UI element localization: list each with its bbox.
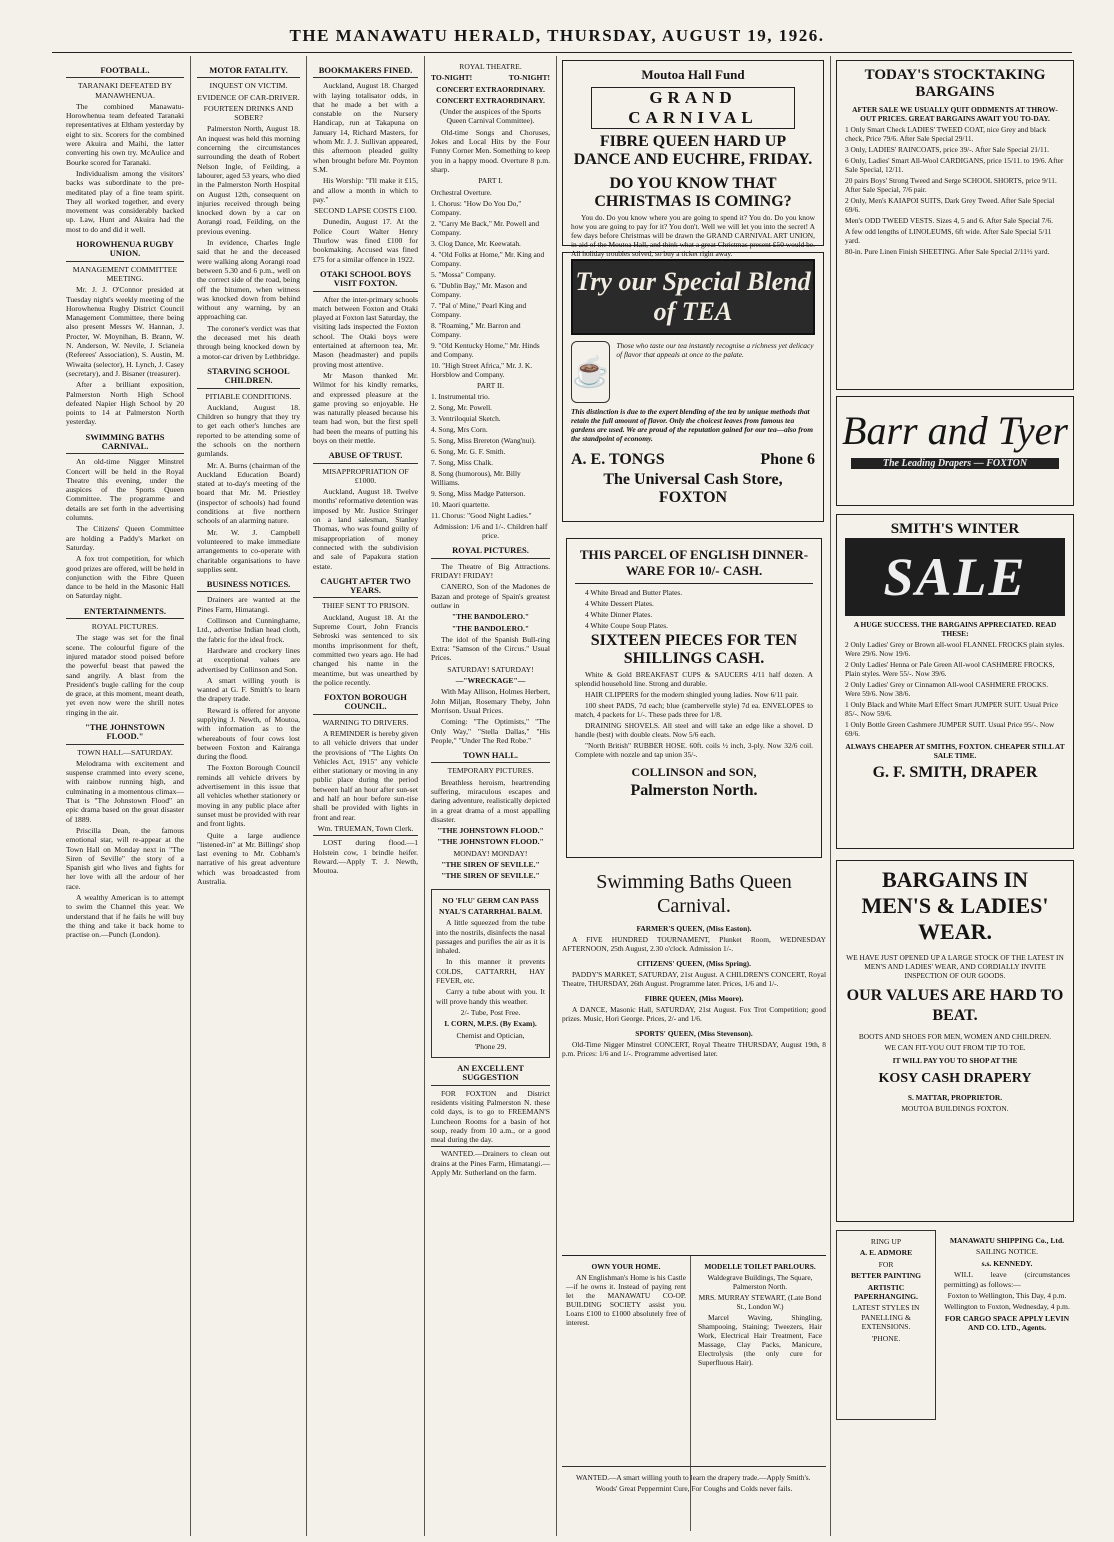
tongs-sub: The Universal Cash Store, FOXTON xyxy=(603,471,783,506)
ad-text: Breathless heroism, heartrending suffering, miraculous escapes and daring adventure, realistically depicted in a great drama of a most appalling disaster. xyxy=(431,777,550,824)
ad-text: CANERO, Son of the Madones de Bazan and protege of Spain's greatest outlaw in xyxy=(431,582,550,610)
smith-slogan: ALWAYS CHEAPER AT SMITHS, FOXTON. CHEAPER STILL AT SALE TIME. xyxy=(845,742,1065,760)
stocktaking-item: 1 Only Smart Check LADIES' TWEED COAT, nice Grey and black check, Price 79/6. After Sale Special 29/11. xyxy=(845,125,1047,143)
parcel-text: DRAINING SHOVELS. All steel and will take an edge like a shovel. D handle (best) with double cleats. Now 5/6 each. xyxy=(575,721,813,739)
collinson-name: COLLINSON and SON, xyxy=(631,765,757,779)
shipping-heading: MANAWATU SHIPPING Co., Ltd. xyxy=(949,1236,1065,1245)
article-text: Palmerston North, August 18. An inquest was held this morning concerning the circumstances surrounding the death of Robert Nelson Ingle, of Feilding, a labourer, aged 53 years, who died in the Palmerston North Hospital on August 12th, consequent on injuries received through being knocked down by a car on Aorangi road, Feilding, on the previous evening. xyxy=(197,124,300,236)
article-text: Auckland, August 18. At the Supreme Court, John Francis Sebroski was sentenced to six months imprisonment for theft, committed two years ago. He had changed his name in the meantime, but was unearthed by the police recently. xyxy=(313,612,418,687)
article-text: A REMINDER is hereby given to all vehicle drivers that under the provisions of "The Lights On Vehicles Act, 1915" any vehicle either stationary or moving in any public place during the period between half an hour after sun-set and half an hour before sun-rise shall be provided with lights in front and rear. xyxy=(313,729,418,822)
wanted-notice: WANTED.—Drainers to clean out drains at the Pines Farm, Himatangi.—Apply Mr. Sutherland on the farm. xyxy=(431,1146,550,1177)
programme-item: 9. "Old Kentucky Home," Mr. Hinds and Company. xyxy=(431,340,540,359)
admore-text: LATEST STYLES IN PANELLING & EXTENSIONS. xyxy=(852,1303,920,1332)
admore-text: BETTER PAINTING xyxy=(850,1271,922,1281)
shipping-text: Foxton to Wellington, This Day, 4 p.m. xyxy=(947,1291,1067,1301)
article-text: An old-time Nigger Minstrel Concert will be held in the Royal Theatre this evening, under the auspices of the Sports Queen Committee. The programme and details are set forth in the advertising columns. xyxy=(66,457,184,523)
chemist-title: Chemist and Optician, xyxy=(456,1030,525,1040)
article-text: The combined Manawatu-Horowhenua team defeated Taranaki representatives at Eltham yesterday by eight to six. Scorers for the combined were Akuira and Maihi, the latter converting his own try. McAulice and Bourke scored for Taranaki. xyxy=(66,101,184,167)
article-text: The Citizens' Queen Committee are holding a Paddy's Market on Saturday. xyxy=(66,524,184,552)
caught-heading: CAUGHT AFTER TWO YEARS. xyxy=(313,577,418,599)
tongs-phone: Phone 6 xyxy=(760,451,815,468)
admore-text: RING UP xyxy=(870,1237,902,1246)
stocktaking-item: 6 Only, Ladies' Smart All-Wool CARDIGANS, price 15/11. to 19/6. After Sale Special, 12/11. xyxy=(845,156,1064,174)
kosy-proprietor: S. MATTAR, PROPRIETOR. xyxy=(907,1093,1003,1102)
parcel-heading: THIS PARCEL OF ENGLISH DINNER-WARE FOR 10/- CASH. xyxy=(575,547,813,584)
barr-tyer-ad xyxy=(836,396,1074,506)
article-text: A fox trot competition, for which good prizes are offered, will be held in conjunction with the Fibre Queen dance to be held in the Masonic Hall on Saturday night. xyxy=(66,554,184,601)
programme-item: 1. Instrumental trio. xyxy=(431,391,490,401)
stocktaking-item: 20 pairs Boys' Strong Tweed and Serge SCHOOL SHORTS, price 9/11. After Sale Special, 7/6 pair. xyxy=(845,176,1057,194)
article-text: Quite a large audience "listened-in" at Mr. Billings' shop last evening to Mr. Cobham's narrative of his great adventure which was broadcasted from Australia. xyxy=(197,830,300,887)
wanted-notice: WANTED.—A smart willing youth to learn the drapery trade.—Apply Smith's. xyxy=(576,1473,811,1482)
article-text: The coroner's verdict was that the deceased met his death through being knocked down by a motor-car driven by Lethbridge. xyxy=(197,323,300,361)
shipping-text: WILL leave (circumstances permitting) as follows:— xyxy=(944,1270,1070,1289)
programme-item: 6. Song, Mr. G. F. Smith. xyxy=(431,446,506,456)
queen-text: A FIVE HUNDRED TOURNAMENT, Plunket Room, WEDNESDAY AFTERNOON, 25th August, 2.30 o'clock. Admission 1/-. xyxy=(562,935,826,953)
bookmakers-heading: BOOKMAKERS FINED. xyxy=(313,66,418,78)
stocktaking-ad xyxy=(836,60,1074,390)
queen-heading: FIBRE QUEEN, (Miss Moore). xyxy=(644,994,744,1003)
council-heading: FOXTON BOROUGH COUNCIL. xyxy=(313,693,418,715)
town-hall-heading: TOWN HALL. xyxy=(431,751,550,763)
article-text: Mr. W. J. Campbell volunteered to make immediate arrangements to co-operate with charitable organisations to have supplies sent. xyxy=(197,527,300,574)
smith-item: 2 Only Ladies' Grey or Brown all-wool FLANNEL FROCKS plain styles. Were 29/6. Now 19/6. xyxy=(845,640,1065,658)
fibre-line: FIBRE QUEEN HARD UP DANCE AND EUCHRE, FRIDAY. xyxy=(573,133,813,168)
christmas-heading: DO YOU KNOW THAT CHRISTMAS IS COMING? xyxy=(594,175,792,210)
article-text: Auckland, August 18. Charged with laying totalisator odds, in that he made a bet with a constable on the Nursery Handicap, run at Takapuna on January 14, Richard Masters, for whom Mr. J. J. Sullivan appeared, this afternoon pleaded guilty when brought before Mr. Poynton S.M. xyxy=(313,81,418,174)
moutoa-title: Moutoa Hall Fund xyxy=(641,67,745,82)
film-title: "THE JOHNSTOWN FLOOD." xyxy=(437,837,544,847)
film-title: "THE JOHNSTOWN FLOOD." xyxy=(437,826,544,836)
ad-text: MONDAY! MONDAY! xyxy=(453,848,528,858)
tea-body xyxy=(571,341,815,403)
nyal-price: 2/- Tube, Post Free. xyxy=(460,1007,521,1017)
column-3 xyxy=(307,60,424,1530)
queen-text: PADDY'S MARKET, SATURDAY, 21st August. A CHILDREN'S CONCERT, Royal Theatre, THURSDAY, 26th August. Programme later. Prices, 1/6 and 1/-. xyxy=(562,970,826,988)
smith-item: 1 Only Bottle Green Cashmere JUMPER SUIT. Usual Price 95/-. Now 69/6. xyxy=(845,720,1055,738)
parcel-item: 4 White Coupe Soup Plates. xyxy=(585,621,669,630)
column-1 xyxy=(60,60,190,1530)
article-text: Dunedin, August 17. At the Police Court Walter Henry Thurlow was fined £100 for bookmaking. Accused was fined £75 for a similar offence in 1922. xyxy=(313,217,418,264)
nyal-ad xyxy=(431,889,550,1058)
article-text: Individualism among the visitors' backs was subordinate to the pre-meditated play of a fine team spirit. They all worked together, and every movement was considerably backed up. Law, Hunt and Akuira had the most to do and did it well. xyxy=(66,168,184,234)
article-text: Reward is offered for anyone supplying J. Newth, of Moutoa, with information as to the whereabouts of four cows lost between Foxton and Kairanga during the flood. xyxy=(197,705,300,762)
programme-item: 2. Song, Mr. Powell. xyxy=(431,402,492,412)
own-home-heading: OWN YOUR HOME. xyxy=(591,1262,661,1271)
queen-heading: FARMER'S QUEEN, (Miss Easton). xyxy=(636,924,752,933)
business-heading: BUSINESS NOTICES. xyxy=(197,580,300,592)
bottom-right-ads xyxy=(836,1230,1074,1530)
programme-item: Orchestral Overture. xyxy=(431,187,492,197)
lost-notice: LOST during flood.—1 Holstein cow, 1 brindle heifer. Reward.—Apply T. J. Newth, Moutoa. xyxy=(313,835,418,875)
stocktaking-item: 2 Only, Men's KAIAPOI SUITS, Dark Grey Tweed. After Sale Special 69/6. xyxy=(845,196,1055,214)
small-notices xyxy=(562,1466,826,1499)
chemist-name: I. CORN, M.P.S. (By Exam). xyxy=(444,1019,537,1029)
swim-carnival-ad xyxy=(562,870,826,1250)
programme-item: 6. "Dublin Bay," Mr. Mason and Company. xyxy=(431,280,527,299)
programme-item: 7. Song, Miss Chalk. xyxy=(431,457,494,467)
admore-name: A. E. ADMORE xyxy=(859,1248,913,1258)
film-title: "THE SIREN OF SEVILLE." xyxy=(441,871,540,881)
article-text: Collinson and Cunninghame, Ltd., advertise Indian head cloth, the fabric for the ideal frock. xyxy=(197,616,300,644)
parcel-text: White & Gold BREAKFAST CUPS & SAUCERS 4/11 half dozen. A splendid household line. Strong and durable. xyxy=(575,670,813,688)
ad-text: A little squeezed from the tube into the nostrils, disinfects the nasal passages and purifies the air as it is inhaled. xyxy=(436,918,545,956)
article-text: Auckland, August 18. Twelve months' reformative detention was imposed by Mr. Justice Stringer on a land salesman, Stanley Thomas, who was found guilty of misappropriation of money connected with the subdivision and sale of Papakura station estate. xyxy=(313,487,418,571)
parcel-text: 100 sheet PADS, 7d each; blue (cambervelle style) 7d ea. ENVELOPES to match, 4 packets for 1/-. These pads three for 1/8. xyxy=(575,701,813,719)
stocktaking-list xyxy=(845,125,1065,256)
column-4 xyxy=(425,60,556,1530)
programme-item: 3. Ventriloquial Sketch. xyxy=(431,413,501,423)
article-text: Mr. A. Burns (chairman of the Auckland Education Board) stated at to-day's meeting of the board that Mr. M. Priestley (inspector of schools) had found conditions at five northern schools of an alarming nature. xyxy=(197,460,300,526)
smith-heading: SMITH'S WINTER xyxy=(890,521,1020,537)
film-title: "THE BANDOLERO." xyxy=(451,612,530,622)
suggestion-heading: AN EXCELLENT SUGGESTION xyxy=(431,1064,550,1086)
programme-item: 8. "Roaming," Mr. Barron and Company. xyxy=(431,320,521,339)
programme-item: 2. "Carry Me Back," Mr. Powell and Company. xyxy=(431,218,540,237)
stocktaking-item: A few odd lengths of LINOLEUMS, 6ft wide. After Sale Special 5/11 yard. xyxy=(845,227,1052,245)
fatality-subhead: INQUEST ON VICTIM. xyxy=(209,81,288,91)
programme-item: 10. "High Street Africa," Mr. J. K. Horsblow and Company. xyxy=(431,360,533,379)
programme-item: 5. "Mossa" Company. xyxy=(431,269,496,279)
tea-text-1: Those who taste our tea instantly recognise a richness yet delicacy of flavor that appeals at once to the palate. xyxy=(616,341,814,359)
ad-text: In this manner it prevents COLDS, CATTARRH, HAY FEVER, etc. xyxy=(436,957,545,986)
kosy-name: KOSY CASH DRAPERY xyxy=(878,1071,1032,1086)
ad-text: The Theatre of Big Attractions. FRIDAY! FRIDAY! xyxy=(431,561,550,581)
collinson-ad xyxy=(566,538,822,858)
column-rule xyxy=(830,56,831,1536)
concert-note: (Under the auspices of the Sports Queen Carnival Committee). xyxy=(439,107,541,126)
barr-logo: Barr and Tyer xyxy=(842,408,1068,453)
article-text: After the inter-primary schools match between Foxton and Otaki played at Foxton last Saturday, the visiting lads inspected the Foxton school. The Otaki boys were entertained at afternoon tea, Mr. Mason (headmaster) and pupils proving most attentive. xyxy=(313,294,418,369)
lapse-subhead: SECOND LAPSE COSTS £100. xyxy=(314,206,417,216)
otaki-heading: OTAKI SCHOOL BOYS VISIT FOXTON. xyxy=(313,270,418,292)
programme-item: 9. Song, Miss Madge Patterson. xyxy=(431,488,526,498)
masthead-rule xyxy=(52,52,1072,53)
kosy-text: WE CAN FIT-YOU OUT FROM TIP TO TOE. xyxy=(884,1043,1026,1052)
royal-theatre-label: ROYAL THEATRE. xyxy=(459,62,522,71)
programme-part-2 xyxy=(431,392,550,520)
queen-heading: CITIZENS' QUEEN, (Miss Spring). xyxy=(637,959,751,968)
masthead: THE MANAWATU HERALD, THURSDAY, AUGUST 19, 1926. xyxy=(289,26,825,45)
film-title: "THE BANDOLERO." xyxy=(451,623,530,633)
own-home-text: AN Englishman's Home is his Castle—if he owns it. Instead of paying rent let the MANAWATU CO-OP. BUILDING SOCIETY assist you. Loans £100 to £1000 absolutely free of interest. xyxy=(566,1273,686,1327)
bottom-ads xyxy=(562,1255,826,1531)
programme-item: 8. Song (humorous), Mr. Billy Williams. xyxy=(431,468,521,487)
town-hall-subhead: TEMPORARY PICTURES. xyxy=(447,766,534,776)
modelle-ad xyxy=(694,1256,826,1373)
teapot-icon: ☕ xyxy=(571,341,610,403)
queen-text: Old-Time Nigger Minstrel CONCERT, Royal Theatre THURSDAY, August 19th, 8 p.m. Prices: 1/6 and 1/-. Programme advertised later. xyxy=(562,1040,826,1058)
kosy-text: WE HAVE JUST OPENED UP A LARGE STOCK OF THE LATEST IN MEN'S AND LADIES' WEAR, AND CORDIALLY INVITE INSPECTION OF OUR GOODS. xyxy=(846,953,1064,980)
grand-carnival: GRAND CARNIVAL xyxy=(591,87,795,129)
tonight-row xyxy=(431,73,550,82)
tongs-row xyxy=(571,451,815,469)
tongs-name: A. E. TONGS xyxy=(571,451,665,468)
parcel-list xyxy=(585,588,813,630)
admission: Admission: 1/6 and 1/-. Children half price. xyxy=(433,521,548,541)
programme-item: 10. Maori quartette. xyxy=(431,499,490,509)
parcel-item: 4 White Dinner Plates. xyxy=(585,610,653,619)
nyal-heading: NO 'FLU' GERM CAN PASS xyxy=(442,895,539,905)
ship-name: s.s. KENNEDY. xyxy=(981,1258,1033,1268)
ad-text: The idol of the Spanish Bull-ring Extra: "Samson of the Circus." Usual Prices. xyxy=(431,634,550,663)
concert-title: CONCERT EXTRAORDINARY. xyxy=(436,84,545,94)
kosy-heading: BARGAINS IN MEN'S & LADIES' WEAR. xyxy=(861,867,1049,944)
article-text: Mr Mason thanked Mr. Wilmot for his kindly remarks, and expressed pleasure at the game proving so enjoyable. He was naturally pleased because his team had won, but the first spell had been the means of putting his boys on their mettle. xyxy=(313,370,418,445)
stocktaking-heading: TODAY'S STOCKTAKING BARGAINS xyxy=(864,67,1046,100)
part-2-label: PART II. xyxy=(477,380,504,390)
admore-ad xyxy=(836,1230,936,1420)
queen-heading: SPORTS' QUEEN, (Miss Stevenson). xyxy=(635,1029,753,1038)
royal-pictures-heading: ROYAL PICTURES. xyxy=(431,546,550,558)
article-text: His Worship: "I'll make it £15, and allow a month in which to pay." xyxy=(313,176,418,204)
kosy-text: IT WILL PAY YOU TO SHOP AT THE xyxy=(892,1056,1018,1065)
article-text: Mr. J. J. O'Connor presided at Tuesday night's weekly meeting of the Horowhenua Rugby District Council Management Committee, there being also present Messrs W. Hannan, J. Procter, W. Moynihan, B. Brann, W. N. Anderson, W. Nevile, J. Scianeia (Referees' Association), S. Austin, M. Wiwaita (selector), H. Lynch, J. Casey (secretary), and J. Bisaner (treasurer). xyxy=(66,285,184,378)
own-home-ad xyxy=(562,1256,690,1333)
film-title: —"WRECKAGE"— xyxy=(455,676,526,686)
parcel-item: 4 White Dessert Plates. xyxy=(585,599,654,608)
admore-phone: 'PHONE. xyxy=(871,1333,901,1343)
parcel-total: SIXTEEN PIECES FOR TEN SHILLINGS CASH. xyxy=(590,632,798,667)
article-text: Melodrama with excitement and suspense crammed into every scene, with rainbow running high, and culminating in a momentous climax—That is "The Johnstown Flood" an epic drama based on the great disaster of 1889. xyxy=(66,758,184,824)
swim-title: Swimming Baths Queen Carnival. xyxy=(596,871,792,917)
queen-text: A DANCE, Masonic Hall, SATURDAY, 21st August. Fox Trot Competition; good prizes. Music, Hori George. Prices, 2/- and 1/6. xyxy=(562,1005,826,1023)
stocktaking-item: 3 Only, LADIES' RAINCOATS, price 39/-. After Sale Special 21/11. xyxy=(845,145,1049,154)
smith-intro: A HUGE SUCCESS. THE BARGAINS APPRECIATED. READ THESE: xyxy=(853,620,1057,638)
concert-title: CONCERT EXTRAORDINARY. xyxy=(436,95,545,105)
trust-heading: ABUSE OF TRUST. xyxy=(313,451,418,463)
admore-text: ARTISTIC PAPERHANGING. xyxy=(854,1282,918,1302)
flood-subhead: TOWN HALL—SATURDAY. xyxy=(77,747,173,757)
smith-item: 2 Only Ladies' Henna or Pale Green All-wool CASHMERE FROCKS, Plain styles. Were 55/-. Now 39/6. xyxy=(845,660,1055,678)
modelle-text: MRS. MURRAY STEWART, (Late Bond St., London W.) xyxy=(698,1293,822,1311)
column-rule xyxy=(556,56,557,1536)
nyal-name: NYAL'S CATARRHAL BALM. xyxy=(438,906,543,916)
tea-banner: Try our Special Blend of TEA xyxy=(571,259,815,335)
article-text: The stage was set for the final scene. The colourful figure of the injured matador stood poised before the powerful beast that pawed the sand angrily. A blast from the President's bugle calling for the coup de grace, at this moment, meant death, yet even now were the shrill notes ringing in the air. xyxy=(66,633,184,717)
modelle-text: Waldegrave Buildings, The Square, Palmerston North. xyxy=(707,1273,813,1291)
kosy-values: OUR VALUES ARE HARD TO BEAT. xyxy=(846,987,1064,1024)
entertainments-heading: ENTERTAINMENTS. xyxy=(66,607,184,619)
tea-text-2: This distinction is due to the expert blending of the tea by unique methods that retain the full amount of flavor. Only the choicest leaves from famous tea gardens are used. We are proud of the reputation gained for our tea—also from the standpoint of economy. xyxy=(571,407,813,443)
tea-ad xyxy=(562,252,824,522)
programme-item: 11. Chorus: "Good Night Ladies." xyxy=(431,510,532,520)
kosy-ad xyxy=(836,860,1074,1222)
trust-subhead: MISAPPROPRIATION OF £1000. xyxy=(322,466,409,485)
council-signature: Wm. TRUEMAN, Town Clerk. xyxy=(317,823,414,833)
stocktaking-intro: AFTER SALE WE USUALLY QUIT ODDMENTS AT THROW-OUT PRICES. GREAT BARGAINS AWAIT YOU TO-DAY. xyxy=(852,105,1058,123)
part-1-label: PART I. xyxy=(478,176,503,186)
article-text: Hardware and crockery lines at exceptional values are advertised by Collinson and Son. xyxy=(197,645,300,674)
ad-text: With May Allison, Holmes Herbert, John Miljan, Rosemary Theby, John Morrison. Usual Prices. xyxy=(431,687,550,715)
tonight-right: TO-NIGHT! xyxy=(508,73,550,83)
parcel-text: HAIR CLIPPERS for the modern shingled young ladies. Now 6/11 pair. xyxy=(585,690,799,699)
programme-item: 1. Chorus: "How Do You Do," Company. xyxy=(431,198,522,217)
fatality-subhead: EVIDENCE OF CAR-DRIVER. xyxy=(197,92,300,102)
fatality-subhead: FOURTEEN DRINKS AND SOBER? xyxy=(203,103,294,123)
moutoa-hall-ad xyxy=(562,60,824,258)
programme-item: 5. Song, Miss Brereton (Wang'nui). xyxy=(431,435,536,445)
smith-item: 2 Only Ladies' Grey or Cinnamon All-wool CASHMERE FROCKS. Were 59/6. Now 38/6. xyxy=(845,680,1049,698)
column-2 xyxy=(191,60,306,1530)
parcel-text: "North British" RUBBER HOSE. 60ft. coils ½ inch, 3-ply. Now 32/6 coil. Complete with nozzle and tap union 35/-. xyxy=(575,741,813,759)
programme-part-1 xyxy=(431,188,550,379)
rugby-heading: HOROWHENUA RUGBY UNION. xyxy=(66,240,184,262)
gf-smith-name: G. F. SMITH, DRAPER xyxy=(872,764,1038,781)
entertainments-subhead: ROYAL PICTURES. xyxy=(91,622,159,632)
ad-text: FOR FOXTON and District residents visiting Palmerston N. these cold days, is to go to FREEMAN'S Luncheon Rooms for a basin of hot soup, ready from 10 a.m., or a good meal during the day. xyxy=(431,1088,550,1145)
starving-heading: STARVING SCHOOL CHILDREN. xyxy=(197,367,300,389)
article-text: Drainers are wanted at the Pines Farm, Himatangi. xyxy=(197,595,300,614)
council-subhead: WARNING TO DRIVERS. xyxy=(322,717,409,727)
article-text: The Foxton Borough Council reminds all vehicle drivers by advertisement in this issue that all vehicles whether stationery or moving in any public place after sunset must be provided with rear and front lights. xyxy=(197,763,300,829)
article-text: Priscilla Dean, the famous emotional star, will re-appear at the Town Hall on Monday next in "The Siren of Seville" the story of a Spanish girl who lives and fights for her love with all the ardour of her race. xyxy=(66,825,184,891)
shipping-subhead: SAILING NOTICE. xyxy=(975,1247,1038,1257)
fatality-heading: MOTOR FATALITY. xyxy=(197,66,300,78)
sale-banner: SALE xyxy=(845,538,1065,616)
kosy-text: BOOTS AND SHOES FOR MEN, WOMEN AND CHILDREN. xyxy=(858,1032,1052,1041)
ad-text: Carry a tube about with you. It will prove handy this weather. xyxy=(436,987,545,1006)
smith-item: 1 Only Black and White Marl Effect Smart JUMPER SUIT. Usual Price 85/-. Now 59/6. xyxy=(845,700,1059,718)
article-text: A wealthy American is to attempt to swim the Channel this year. We understand that if he fails he will buy the thing and take it back home to practise on.—Punch (London). xyxy=(66,893,184,940)
shipping-ad xyxy=(940,1230,1074,1339)
article-text: A smart willing youth is wanted at G. F. Smith's to learn the drapery trade. xyxy=(197,675,300,704)
concert-text: Old-time Songs and Choruses, Jokes and Local Hits by the Four Funny Corner Men. Something to keep you in a happy mood. Overture 8 p.m. sharp. xyxy=(431,127,550,174)
caught-subhead: THIEF SENT TO PRISON. xyxy=(321,601,410,611)
kosy-location: MOUTOA BUILDINGS FOXTON. xyxy=(901,1104,1009,1113)
smith-list xyxy=(845,640,1065,738)
stocktaking-item: 80-in. Pure Linen Finish SHEETING. After Sale Special 2/11½ yard. xyxy=(845,247,1050,256)
shipping-text: FOR CARGO SPACE APPLY LEVIN AND CO. LTD., Agents. xyxy=(944,1313,1070,1333)
collinson-location: Palmerston North. xyxy=(630,782,758,799)
article-text: Auckland, August 18. Children so hungry that they try to get each other's lunches are reported to be attending some of the schools on the northern gumlands. xyxy=(197,402,300,459)
tonight-left: TO-NIGHT! xyxy=(431,73,473,83)
baths-heading: SWIMMING BATHS CARNIVAL. xyxy=(66,433,184,455)
football-subhead: TARANAKI DEFEATED BY MANAWHENUA. xyxy=(77,81,173,100)
chemist-phone: 'Phone 29. xyxy=(474,1041,507,1051)
programme-item: 4. "Old Folks at Home," Mr. King and Company. xyxy=(431,249,545,268)
ad-text: SATURDAY! SATURDAY! xyxy=(447,664,534,674)
woods-notice: Woods' Great Peppermint Cure, For Coughs and Colds never fails. xyxy=(595,1484,793,1493)
christmas-text: You do. Do you know where you are going to spend it? You do. Do you know how you are going to pay for it? You don't. Well we will let you into the secret! A few days before Christmas will be drawn the GRAND CARNIVAL ART UNION, in aid of the Moutoa Hall, and think what a great Christmas present £50 would be. All holiday troubles solved, so buy a ticket right away. xyxy=(571,213,815,258)
article-text: After a brilliant exposition, Palmerston North High School defeated Napier High School by 20 points to 14 at Palmerston North yesterday. xyxy=(66,380,184,427)
smith-sale-ad xyxy=(836,514,1074,849)
ad-text: Coming: "The Optimists," "The Only Way," "Stella Dallas," "His People," "Under The Red Robe." xyxy=(431,717,550,745)
football-heading: FOOTBALL. xyxy=(66,66,184,78)
film-title: "THE SIREN OF SEVILLE." xyxy=(441,860,540,870)
modelle-text: Marcel Waving, Shingling, Shampooing, Staining; Tweezers, Hair Work, Electrical Hair Treatment, Face Massage, Clay Packs, Manicure, Electrolysis (the only cure for Superfluous Hair). xyxy=(698,1313,822,1367)
article-text: In evidence, Charles Ingle said that he and the deceased were walking along Aorangi road between 5.30 and 6 p.m., well on the correct side of the road, being off the bitumen, when witness was knocked down from behind without any warning, by an approaching car. xyxy=(197,238,300,322)
starving-subhead: PITIABLE CONDITIONS. xyxy=(205,391,292,401)
barr-sub: The Leading Drapers — FOXTON xyxy=(851,458,1059,469)
rugby-subhead: MANAGEMENT COMMITTEE MEETING. xyxy=(72,264,178,283)
stocktaking-item: Men's ODD TWEED VESTS. Sizes 4, 5 and 6. After Sale Special 7/6. xyxy=(845,216,1053,225)
flood-heading: "THE JOHNSTOWN FLOOD." xyxy=(66,723,184,745)
parcel-item: 4 White Bread and Butter Plates. xyxy=(585,588,683,597)
shipping-text: Wellington to Foxton, Wednesday, 4 p.m. xyxy=(944,1302,1070,1312)
programme-item: 7. "Pal o' Mine," Pearl King and Company. xyxy=(431,300,527,319)
programme-item: 4. Song, Mrs Corn. xyxy=(431,424,488,434)
programme-item: 3. Clog Dance, Mr. Keewatah. xyxy=(431,238,521,248)
modelle-heading: MODELLE TOILET PARLOURS. xyxy=(704,1262,816,1271)
admore-text: FOR xyxy=(878,1259,894,1269)
